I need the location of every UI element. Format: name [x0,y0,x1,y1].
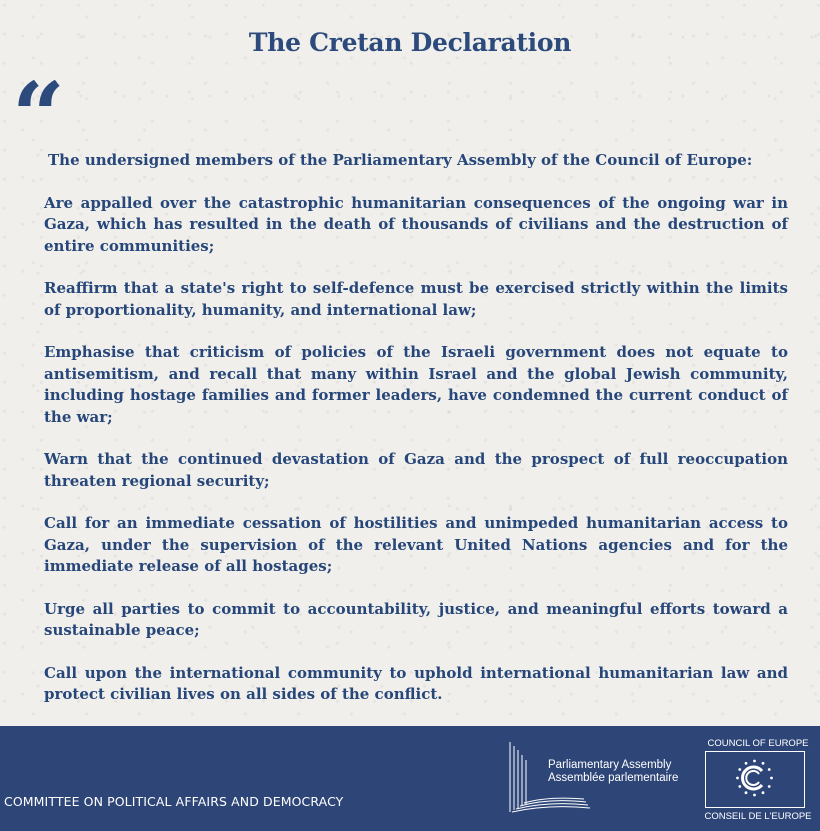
declaration-paragraph: Reaffirm that a state's right to self-defence must be exercised strictly within the limits of proportionality, humanity, and international law; [44,279,788,319]
page-title: The Cretan Declaration [248,28,572,57]
coe-name-french: CONSEIL DE L'EUROPE [704,811,812,822]
declaration-paragraph: Warn that the continued devastation of Gaza and the prospect of full reoccupation threaten regional security; [44,450,788,490]
coe-name-english: COUNCIL OF EUROPE [707,738,809,749]
council-of-europe-stars-icon [706,752,803,806]
pace-name-english: Parliamentary Assembly [548,759,672,771]
council-of-europe-logo [705,751,805,808]
declaration-paragraph: Call upon the international community to uphold international humanitarian law and protect civilian lives on all sides of the conflict. [44,663,788,703]
declaration-body [44,150,788,727]
declaration-intro: The undersigned members of the Parliamentary Assembly of the Council of Europe: [48,151,753,169]
declaration-paragraph: Urge all parties to commit to accountability, justice, and meaningful efforts toward a sustainable peace; [44,599,788,639]
declaration-paragraph: Emphasise that criticism of policies of the Israeli government does not equate to antisemitism, and recall that many within Israel and the global Jewish community, including hostage families and former leaders, have condemned the current conduct of the war; [44,343,788,426]
pace-name-french: Assemblée parlementaire [548,772,679,784]
declaration-paragraph: Call for an immediate cessation of hostilities and unimpeded humanitarian access to Gaza, under the supervision of the relevant United Nations agencies and for the immediate release of all hostages; [44,514,788,575]
footer-banner [0,726,820,831]
committee-name: COMMITTEE ON POLITICAL AFFAIRS AND DEMOCRACY [4,794,344,809]
declaration-paragraph: Are appalled over the catastrophic humanitarian consequences of the ongoing war in Gaza, which has resulted in the death of thousands of civilians and the destruction of entire communities; [44,193,788,255]
pace-name [548,759,678,785]
open-quote-icon: “ [12,62,65,170]
